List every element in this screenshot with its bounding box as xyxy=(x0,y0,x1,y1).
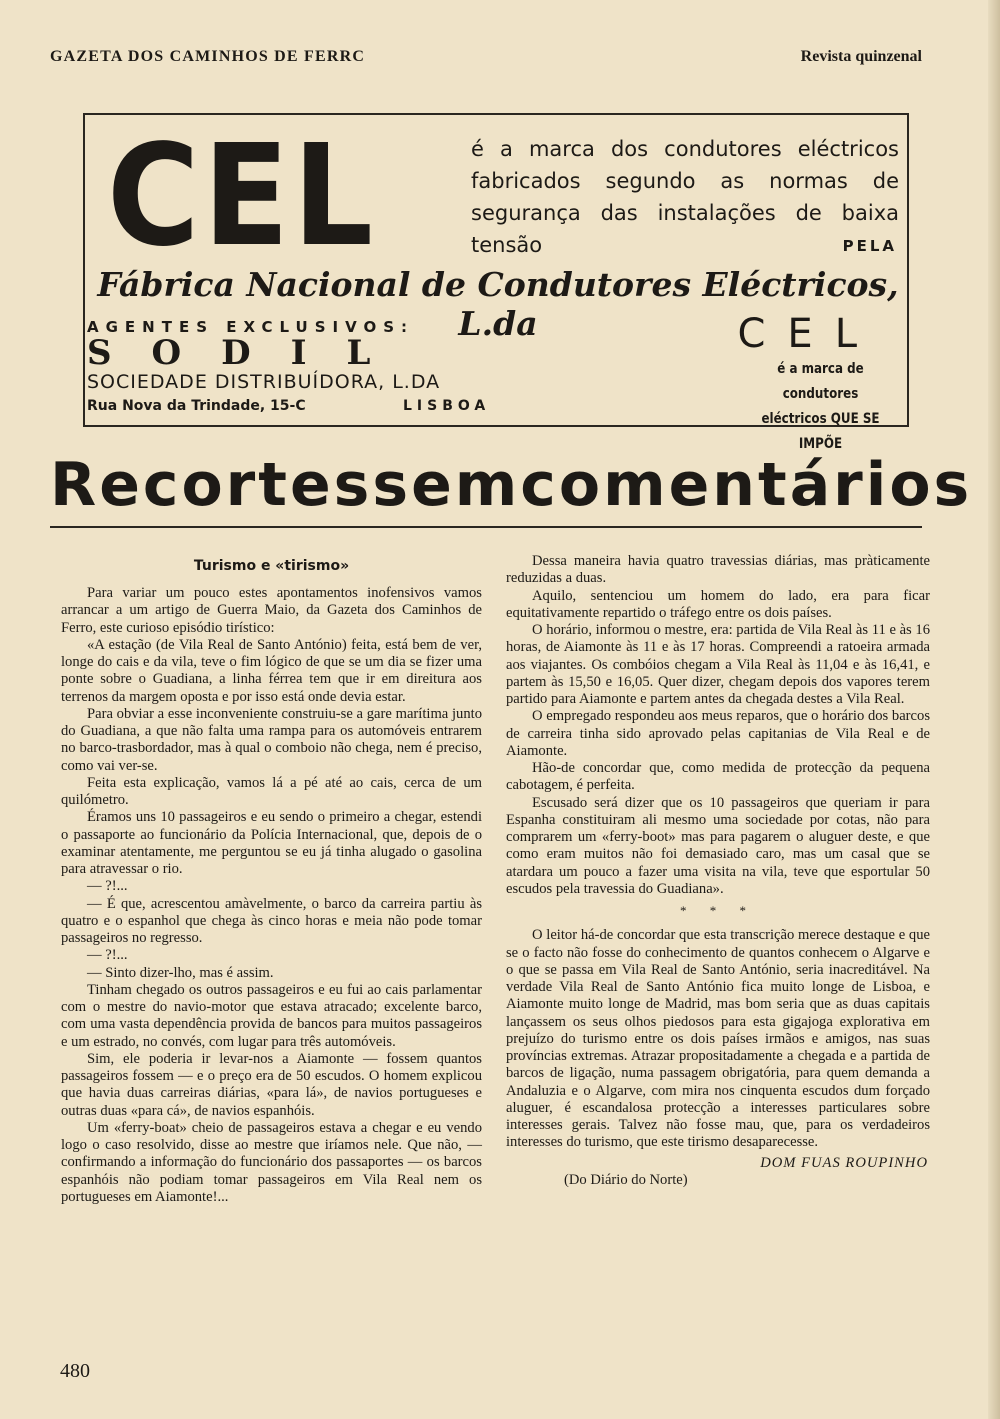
paragraph: Para variar um pouco estes apontamentos inofensivos vamos arrancar a um artigo de Guerra Maio, da Gazeta dos Caminhos de Ferro, este curioso episódio tirístico: xyxy=(61,585,482,636)
page-number: 480 xyxy=(60,1360,90,1382)
paragraph: Hão-de concordar que, como medida de protecção da pequena cabotagem, é perfeita. xyxy=(506,760,930,794)
paragraph: — ?!... xyxy=(87,947,128,964)
headline-word: sem xyxy=(372,450,521,520)
ad-address: Rua Nova da Trindade, 15-C xyxy=(87,398,306,414)
advertisement xyxy=(83,113,909,452)
paragraph: Sim, ele poderia ir levar-nos a Aiamonte — fossem quantos passageiros fossem — e o preço era de 50 escudos. O homem explicou que havia duas carreiras diárias, «para lá», de navios portugueses e outras duas «para cá», de navios espanhóis. xyxy=(61,1050,482,1119)
article-column-right xyxy=(506,553,930,1189)
paragraph: — Sinto dizer-lho, mas é assim. xyxy=(87,964,274,981)
paragraph: «A estação (de Vila Real de Santo António) feita, está bem de ver, longe do cais e da vila, teve o fim lógico de que se um dia se fizer uma ponte sobre o Guadiana, a linha férrea tem que ir em direitura aos terrenos da margem oposta e por isso está onde devia estar. xyxy=(61,636,482,705)
headline-rule xyxy=(50,526,922,528)
ad-description: é a marca dos condutores eléctricos fabricados segundo as normas de segurança das instalações de baixa tensão xyxy=(471,137,899,257)
paragraph: Dessa maneira havia quatro travessias diárias, mas pràticamente reduzidas a duas. xyxy=(506,553,930,587)
ad-agents-label: AGENTES EXCLUSIVOS: xyxy=(87,318,414,336)
paragraph: — É que, acrescentou amàvelmente, o barco da carreira partiu às quatro e o espanhol que chega às cinco horas e meia não pode tomar passageiros no regresso. xyxy=(61,895,482,946)
section-separator: * * * xyxy=(680,903,756,918)
author-signature: DOM FUAS ROUPINHO xyxy=(760,1154,928,1171)
paragraph: Um «ferry-boat» cheio de passageiros estava a chegar e eu vendo logo o caso resolvido, disse ao mestre que iríamos nele. Que não, — confirmando a informação do funcionário dos passaportes — os barcos espanhóis não podiam tomar passageiros em Vila Real nem os portugueses em Aiamonte!... xyxy=(61,1119,482,1205)
paragraph: Escusado será dizer que os 10 passageiros que queriam ir para Espanha constituiram ali mesmo uma sociedade por cotas, não para comprarem um «ferry-boot» mas para pagarem o aluguer deste, e que como eram muitos não foi demasiado caro, mas um casal que se atardara um pouco a fazer uma visita na vila, teve que esportular 50 escudos pela travessia do Guadiana». xyxy=(506,794,930,897)
ad-agent-name: SODIL xyxy=(87,333,411,373)
ad-factory-name: Fábrica Nacional de Condutores Eléctricos, L.da xyxy=(97,265,899,343)
publication-frequency: Revista quinzenal xyxy=(800,48,922,65)
ad-pela: PELA xyxy=(842,237,897,255)
article-title: Turismo e «tirismo» xyxy=(193,558,350,574)
ad-city: LISBOA xyxy=(403,398,491,414)
article-column-left xyxy=(61,553,482,1206)
ad-agent-full-name: SOCIEDADE DISTRIBUÍDORA, L.DA xyxy=(87,371,441,393)
paragraph: O horário, informou o mestre, era: partida de Vila Real às 11 e às 16 horas, de Aiamonte às 11 e às 17 horas. Compreendi a ratoeira armada aos viajantes. Os combóios chegam a Vila Real às 11,04 e às 16,41, e partem às 15,50 e 16,05. Quer dizer, chegam depois dos vapores terem partido para Aiamonte e partem antes da chegada destes a Vila Real. xyxy=(506,622,930,707)
paragraph: Aquilo, sentenciou um homem do lado, era para ficar equitativamente repartido o tráfego entre os dois países. xyxy=(506,587,930,621)
publication-title: GAZETA DOS CAMINHOS DE FERRC xyxy=(50,48,366,65)
ad-brand-logo: CEL xyxy=(107,115,377,278)
commentary-paragraph: O leitor há-de concordar que esta transcrição merece destaque e que se o facto não fosse do conhecimento de quantos conhecem o Algarve e o que se passa em Vila Real de Santo António, seria inacreditável. Na verdade Vila Real de Santo António fica muito longe de Lisboa, e Aiamonte muito longe de Madrid, mas bom seria que as duas capitais lançassem os seus olhos piedosos para esta gigajoga explorativa em prejuízo do turismo entre os dois países irmãos e amigos, nas suas províncias extremas. Atrazar propositadamente a chegada e a partida de barcos de ligação, numa passagem obrigatória, para quem demanda a Andaluzia e o Algarve, com mira nos cinquenta escudos dum forçado aluguer, é escandalosa protecção a interesses particulares sobre interesses gerais. Talvez não fosse mau, que, para os verdadeiros interesses do turismo, que este tirismo desaparecesse. xyxy=(506,927,930,1151)
article-source: (Do Diário do Norte) xyxy=(564,1171,688,1188)
paragraph: Tinham chegado os outros passageiros e eu fui ao cais parlamentar com o mestre do navio-motor que estava atracado; excelente barco, com uma vasta dependência provida de bancos para muitos passageiros e um estrado, no convés, com lugar para três automóveis. xyxy=(61,981,482,1050)
paragraph: Éramos uns 10 passageiros e eu sendo o primeiro a chegar, estendi o passaporte ao funcionário da Polícia Internacional, que, depois de o examinar atentamente, me perguntou se eu já tinha alugado o gasolina para atravessar o rio. xyxy=(61,809,482,877)
paragraph: Para obviar a esse inconveniente construiu-se a gare marítima junto do Guadiana, a que não falta uma rampa para os automóveis entrarem no barco-trasbordador, mas à qual o comboio não chega, nem é preciso, como vai ver-se. xyxy=(61,705,482,774)
ad-slogan xyxy=(744,357,897,457)
running-header xyxy=(50,48,922,72)
headline-word: Recortes xyxy=(50,450,373,520)
section-headline xyxy=(50,450,973,520)
ad-brand-repeat: CEL xyxy=(737,311,879,357)
paragraph: O empregado respondeu aos meus reparos, que o horário dos barcos de carreira tinha sido aprovado pelas capitanias de Vila Real e de Aiamonte. xyxy=(506,708,930,759)
ad-slogan-line-2: eléctricos QUE SE IMPÕE xyxy=(761,411,880,452)
ad-slogan-line-1: é a marca de condutores xyxy=(777,361,864,402)
paragraph: — ?!... xyxy=(87,878,128,895)
headline-word: comentários xyxy=(520,450,973,520)
page-edge xyxy=(988,0,1000,1419)
paragraph: Feita esta explicação, vamos lá a pé até ao cais, cerca de um quilómetro. xyxy=(61,774,482,808)
